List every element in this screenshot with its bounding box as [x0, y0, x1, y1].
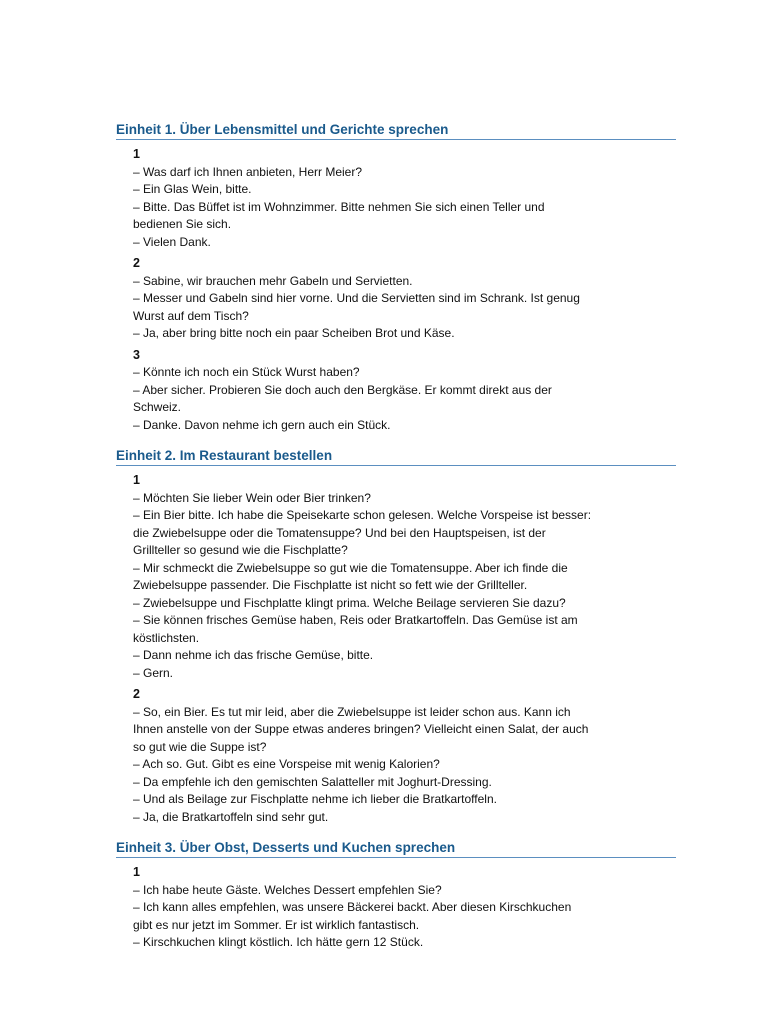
- dialogue: [116, 864, 676, 952]
- dialogue-number: 1: [133, 473, 140, 487]
- dialogue-line: – Dann nehme ich das frische Gemüse, bitte.: [133, 648, 374, 662]
- dialogue-line: – Vielen Dank.: [133, 234, 211, 249]
- dialogue-line: – Möchten Sie lieber Wein oder Bier trinken?: [133, 490, 371, 505]
- dialogue-line: – Ja, aber bring bitte noch ein paar Scheiben Brot und Käse.: [133, 326, 455, 340]
- dialogue-line: – Ich habe heute Gäste. Welches Dessert empfehlen Sie?: [133, 882, 442, 897]
- dialogue: [116, 347, 676, 435]
- dialogue-line: – Sie können frisches Gemüse haben, Reis oder Bratkartoffeln. Das Gemüse ist am köstlichsten.: [133, 613, 578, 645]
- dialogue-line: – Könnte ich noch ein Stück Wurst haben?: [133, 365, 360, 379]
- section-einheit-2: [116, 448, 676, 826]
- document-content: [116, 122, 676, 966]
- dialogue-line: – So, ein Bier. Es tut mir leid, aber die Zwiebelsuppe ist leider schon aus. Kann ich Ihnen anstelle von der Suppe etwas anderes bringen? Vielleicht einen Salat, der auch so gut wie die Suppe ist?: [133, 704, 589, 754]
- dialogue-number: 2: [133, 687, 140, 701]
- dialogue-line: – Und als Beilage zur Fischplatte nehme ich lieber die Bratkartoffeln.: [133, 792, 497, 806]
- dialogue-line: – Ein Glas Wein, bitte.: [133, 182, 252, 196]
- dialogue-line: – Ja, die Bratkartoffeln sind sehr gut.: [133, 809, 329, 824]
- section-heading: Einheit 1. Über Lebensmittel und Gerichte sprechen: [116, 122, 676, 140]
- dialogue: [116, 686, 676, 826]
- dialogue-line: – Bitte. Das Büffet ist im Wohnzimmer. Bitte nehmen Sie sich einen Teller und bedienen Sie sich.: [133, 199, 545, 231]
- dialogue-line: – Ein Bier bitte. Ich habe die Speisekarte schon gelesen. Welche Vorspeise ist besser: die Zwiebelsuppe oder die Tomatensuppe? Und bei den Hauptspeisen, ist der Grillteller so gesund wie die Fischplatte?: [133, 508, 592, 557]
- dialogue-line: – Was darf ich Ihnen anbieten, Herr Meier?: [133, 164, 363, 179]
- dialogue-number: 3: [133, 347, 140, 362]
- dialogue-line: – Aber sicher. Probieren Sie doch auch den Bergkäse. Er kommt direkt aus der Schweiz.: [133, 382, 552, 414]
- dialogue-line: – Zwiebelsuppe und Fischplatte klingt prima. Welche Beilage servieren Sie dazu?: [133, 595, 566, 610]
- dialogue-line: – Da empfehle ich den gemischten Salatteller mit Joghurt-Dressing.: [133, 774, 492, 789]
- dialogue-line: – Sabine, wir brauchen mehr Gabeln und Servietten.: [133, 273, 413, 288]
- dialogue-line: – Mir schmeckt die Zwiebelsuppe so gut wie die Tomatensuppe. Aber ich finde die Zwiebelsuppe passender. Die Fischplatte ist nicht so fett wie der Grillteller.: [133, 560, 568, 592]
- section-einheit-3: [116, 840, 676, 952]
- dialogue-number: 1: [133, 865, 140, 879]
- dialogue-line: – Ich kann alles empfehlen, was unsere Bäckerei backt. Aber diesen Kirschkuchen gibt es nur jetzt im Sommer. Er ist wirklich fantastisch.: [133, 900, 572, 932]
- section-heading: Einheit 2. Im Restaurant bestellen: [116, 448, 676, 466]
- dialogue: [116, 472, 676, 682]
- dialogue-number: 2: [133, 256, 140, 270]
- dialogue: [116, 255, 676, 343]
- dialogue-line: – Gern.: [133, 665, 174, 680]
- dialogue-line: – Kirschkuchen klingt köstlich. Ich hätte gern 12 Stück.: [133, 935, 424, 949]
- dialogue-line: – Danke. Davon nehme ich gern auch ein Stück.: [133, 417, 391, 432]
- dialogue-line: – Messer und Gabeln sind hier vorne. Und die Servietten sind im Schrank. Ist genug Wurst auf dem Tisch?: [133, 291, 580, 323]
- dialogue-line: – Ach so. Gut. Gibt es eine Vorspeise mit wenig Kalorien?: [133, 757, 440, 771]
- section-heading: Einheit 3. Über Obst, Desserts und Kuchen sprechen: [116, 840, 676, 858]
- dialogue: [116, 146, 676, 251]
- dialogue-number: 1: [133, 147, 140, 161]
- section-einheit-1: [116, 122, 676, 434]
